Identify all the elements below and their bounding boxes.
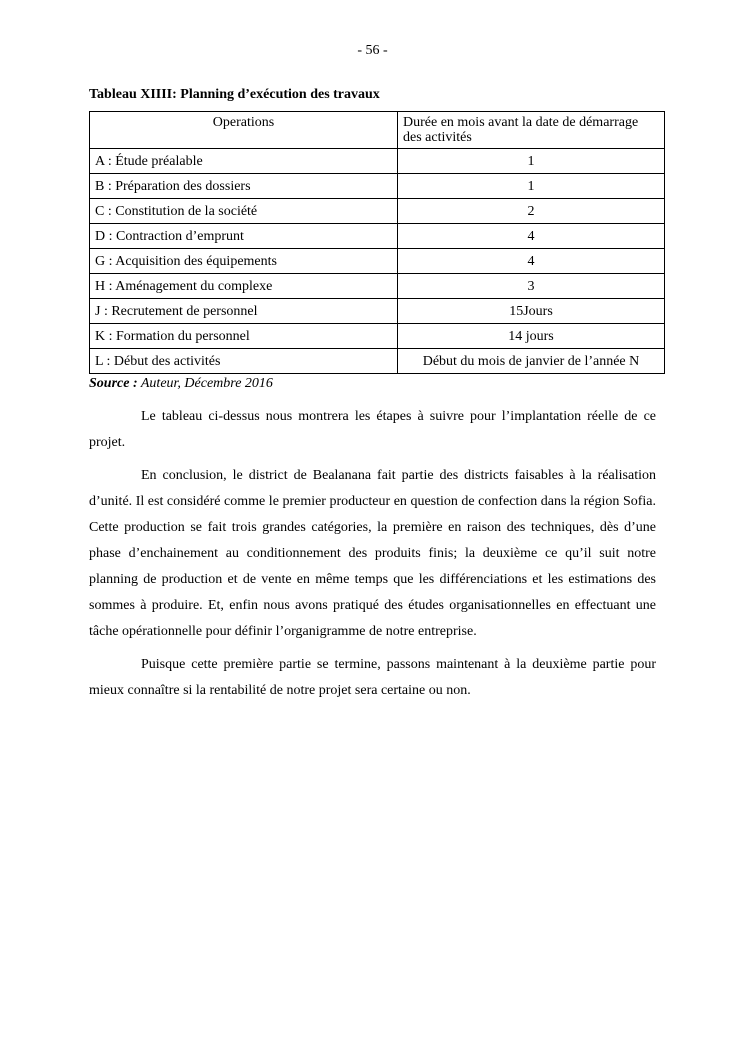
duration-cell: Début du mois de janvier de l’année N	[398, 349, 665, 374]
source-text: Auteur, Décembre 2016	[137, 376, 273, 391]
duration-cell: 3	[398, 274, 665, 299]
paragraph: En conclusion, le district de Bealanana fait partie des districts faisables à la réalisation d’unité. Il est considéré comme le premier producteur en question de confection dans la région Sofia. Cette production se fait trois grandes catégories, la première en raison des techniques, dès d’une phase d’enchainement au conditionnement des produits finis; la deuxième ce qu’il suit notre planning de production et de vente en même temps que les différenciations et les estimations des sommes à produire. Et, enfin nous avons pratiqué des études organisationnelles en effectuant une tâche opérationnelle pour définir l’organigramme de notre entreprise.	[89, 468, 656, 639]
body-text	[89, 404, 656, 711]
operation-cell: C : Constitution de la société	[90, 199, 398, 224]
source-label: Source :	[89, 376, 138, 391]
operation-cell: A : Étude préalable	[90, 149, 398, 174]
duration-cell: 4	[398, 249, 665, 274]
duration-cell: 4	[398, 224, 665, 249]
header-operations: Operations	[90, 112, 398, 149]
page-number: - 56 -	[357, 43, 388, 58]
duration-cell: 2	[398, 199, 665, 224]
operation-cell: D : Contraction d’emprunt	[90, 224, 398, 249]
table-row	[90, 149, 665, 174]
duration-cell: 1	[398, 149, 665, 174]
operation-cell: L : Début des activités	[90, 349, 398, 374]
operation-cell: K : Formation du personnel	[90, 324, 398, 349]
table-source	[89, 376, 273, 392]
duration-cell: 14 jours	[398, 324, 665, 349]
operation-cell: H : Aménagement du complexe	[90, 274, 398, 299]
operation-cell: G : Acquisition des équipements	[90, 249, 398, 274]
table-row	[90, 224, 665, 249]
operation-cell: B : Préparation des dossiers	[90, 174, 398, 199]
paragraph: Le tableau ci-dessus nous montrera les étapes à suivre pour l’implantation réelle de ce projet.	[89, 409, 656, 450]
table-title: Tableau XIIII: Planning d’exécution des travaux	[89, 87, 380, 102]
table-row	[90, 299, 665, 324]
table-row	[90, 349, 665, 374]
table-row	[90, 274, 665, 299]
paragraph: Puisque cette première partie se termine, passons maintenant à la deuxième partie pour mieux connaître si la rentabilité de notre projet sera certaine ou non.	[89, 657, 656, 698]
table-row	[90, 199, 665, 224]
header-duration: Durée en mois avant la date de démarrage des activités	[398, 112, 665, 149]
planning-table	[89, 111, 665, 374]
duration-cell: 15Jours	[398, 299, 665, 324]
table-header-row	[90, 112, 665, 149]
table-row	[90, 249, 665, 274]
operation-cell: J : Recrutement de personnel	[90, 299, 398, 324]
table-row	[90, 174, 665, 199]
duration-cell: 1	[398, 174, 665, 199]
table-row	[90, 324, 665, 349]
